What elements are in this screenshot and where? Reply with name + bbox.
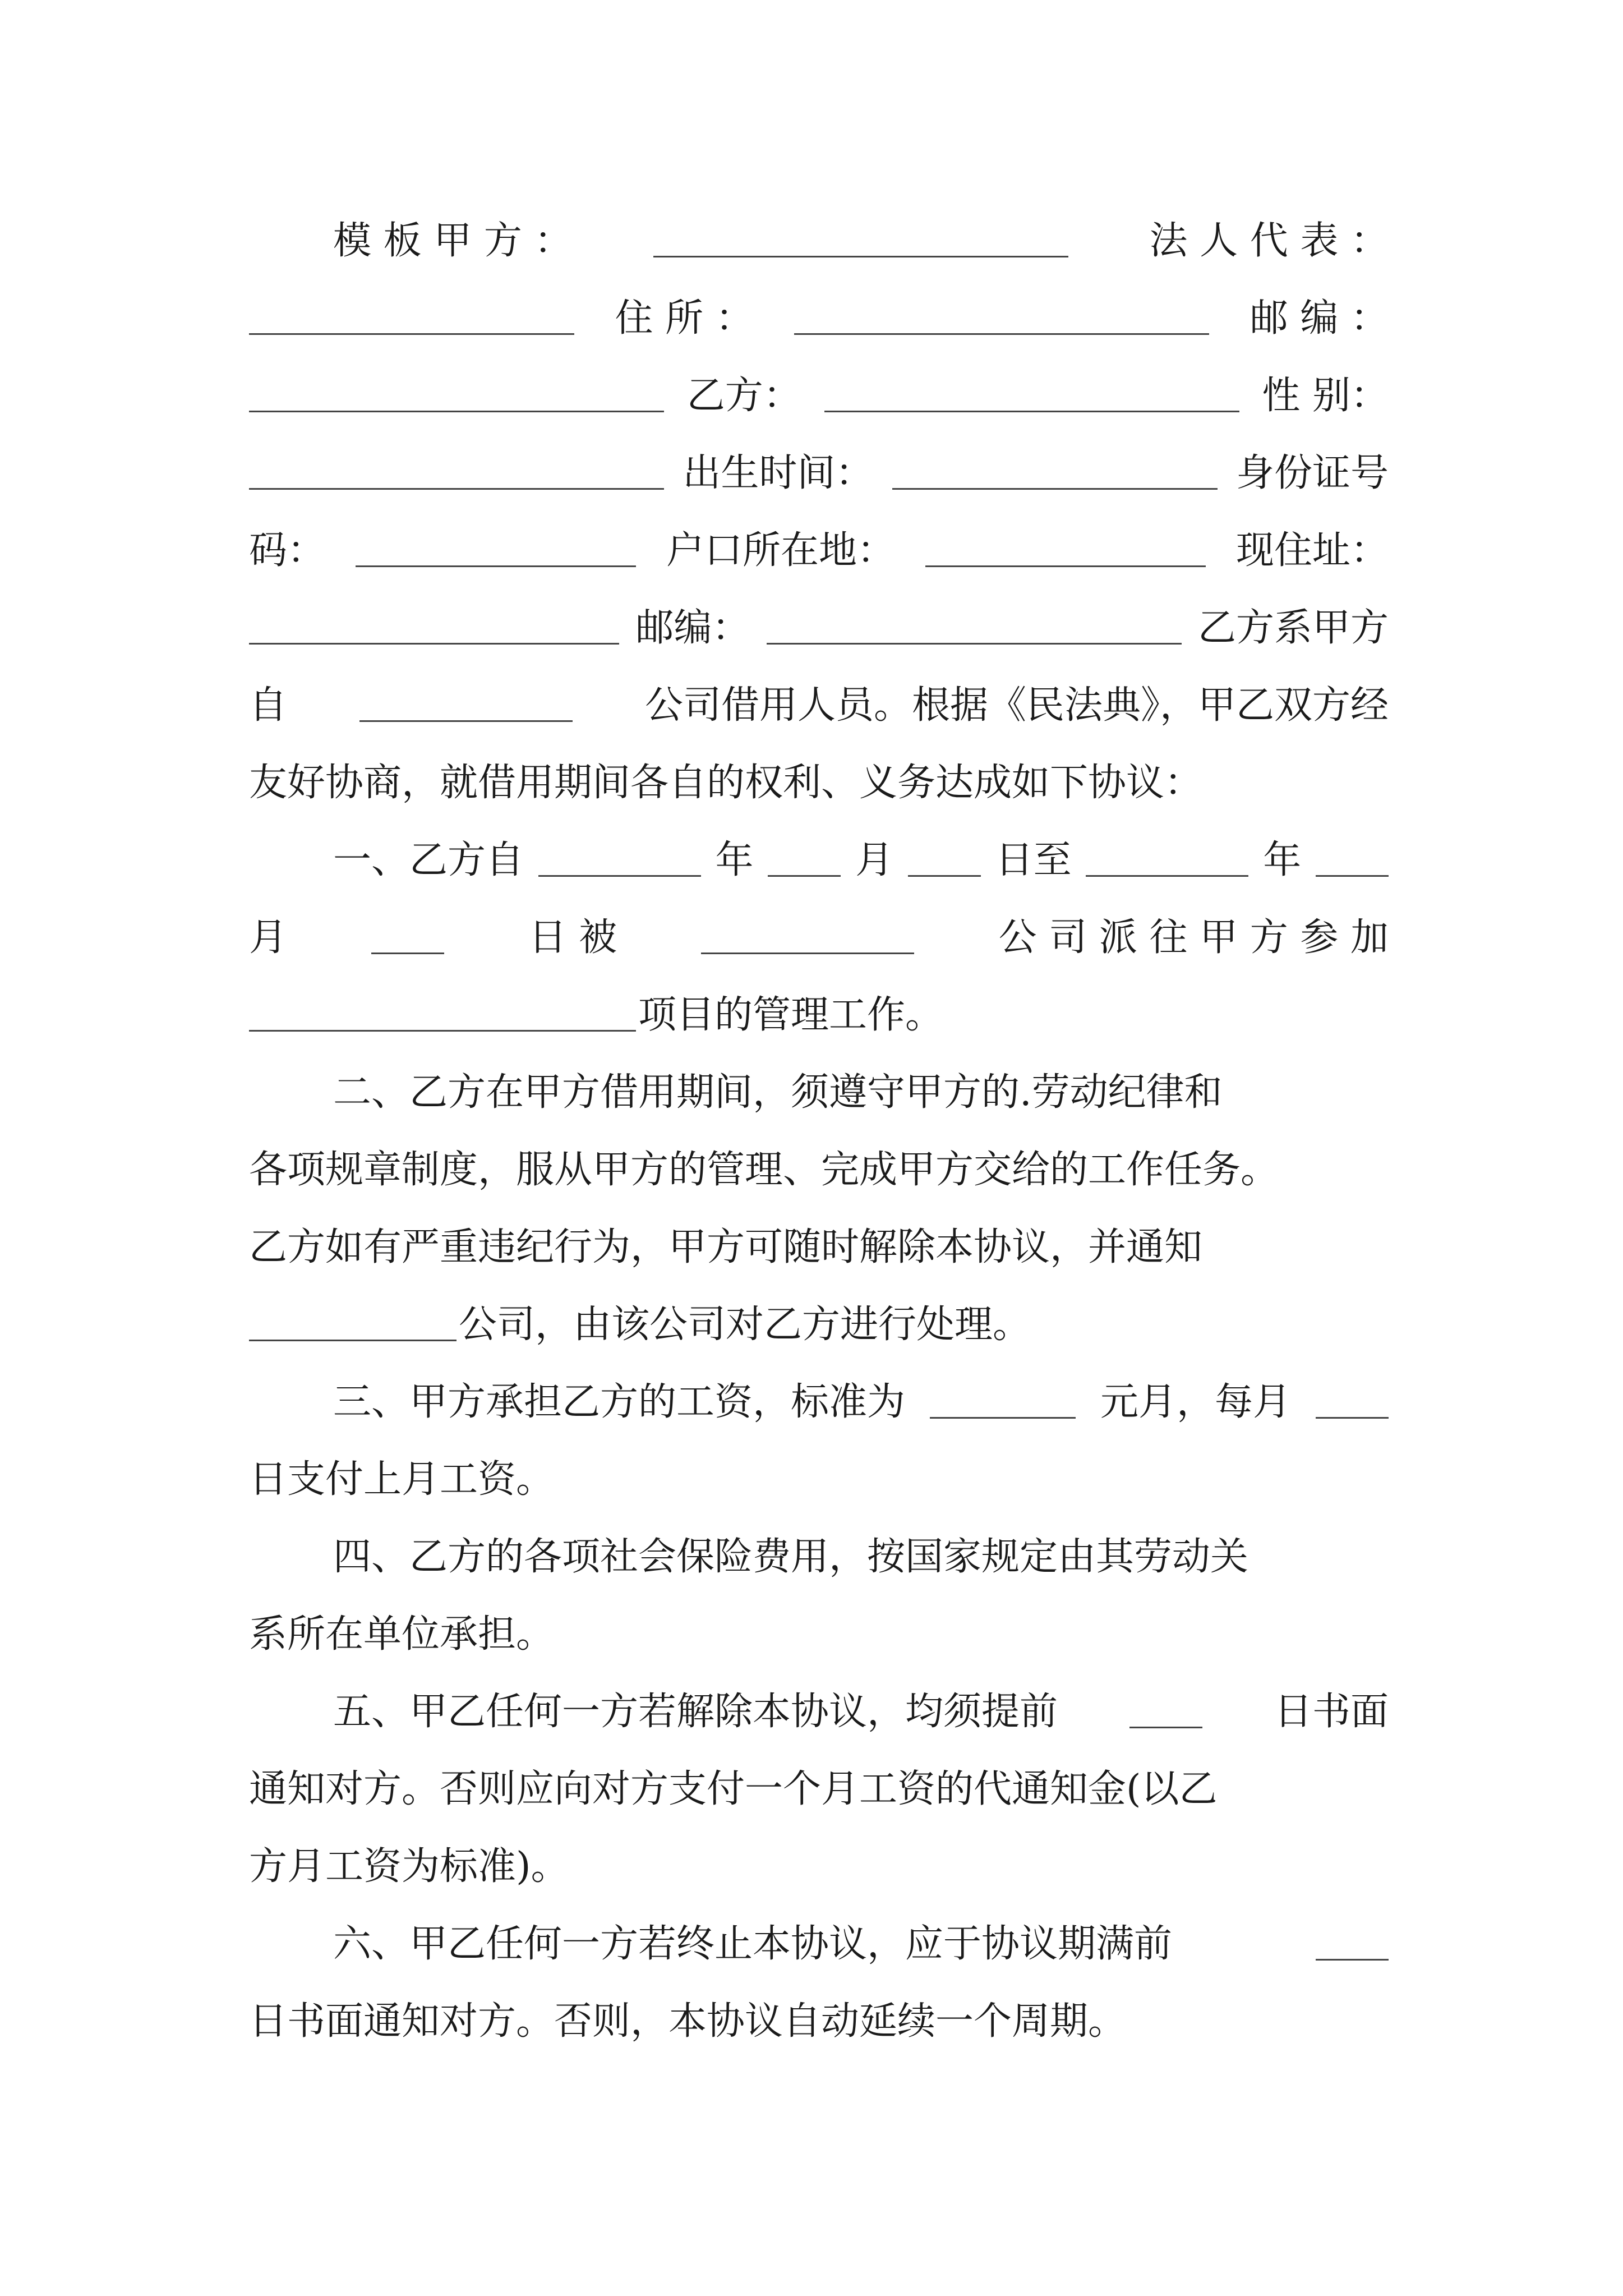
clause-2-line-1 [249,1062,1389,1124]
party-a-label: 模 板 甲 方 ： [333,219,573,263]
pay-day-blank [1316,1406,1389,1419]
clause-3-line-2 [249,1449,1389,1511]
end-year-blank [1086,864,1248,877]
clause-4-text-2: 系所在单位承担。 [249,1612,555,1657]
legal-rep-label: 法 人 代 表 ： [1149,219,1389,263]
clause-2-line-2 [249,1139,1389,1201]
header-line-2 [249,288,1389,349]
dispatch-company-blank [701,941,914,954]
clause-3-text-1: 三、甲方承担乙方的工资，标准为 [333,1380,906,1424]
clause-2-line-3 [249,1217,1389,1278]
start-day-blank [908,864,981,877]
clause-5-text-1: 五、甲乙任何一方若解除本协议，均须提前 [333,1690,1058,1734]
clause-5-text-4: 方月工资为标准)。 [249,1844,569,1889]
clause-4-text-1: 四、乙方的各项社会保险费用，按国家规定由其劳动关 [333,1535,1249,1579]
party-b-relation: 乙方系甲方 [1197,606,1389,650]
end-day-blank [371,941,444,954]
gender-label: 性 别： [1262,374,1389,418]
company-blank [359,709,573,722]
clause-5-line-3 [249,1836,1389,1898]
current-address-label: 现住址： [1235,528,1389,573]
header-line-4 [249,443,1389,504]
household-blank [925,554,1206,567]
household-label: 户口所在地： [666,528,895,573]
birth-label: 出生时间： [683,451,874,495]
clause-1-start: 一、乙方自 [333,838,524,882]
clause-2-line-4 [249,1294,1389,1356]
current-address-blank [249,632,619,645]
party-b-label: 乙方： [686,374,801,418]
clause-1-line-1 [249,830,1389,891]
termination-days-blank [1316,1948,1389,1961]
year-label: 年 [715,838,754,882]
project-text: 项目的管理工作。 [638,993,944,1037]
assigned-label: 日 被 [528,915,617,960]
clause-5-line-1 [249,1681,1389,1743]
clause-1-line-3 [249,984,1389,1046]
postcode-b-blank [767,632,1182,645]
header-line-3 [249,365,1389,427]
clause-2-text-4: 公司，由该公司对乙方进行处理。 [459,1303,1031,1347]
legal-rep-blank [249,322,574,335]
address-label: 住 所 ： [615,296,754,341]
id-number-blank [356,554,636,567]
day-to-label: 日至 [995,838,1072,882]
header-line-6 [249,597,1389,659]
clause-6-text-1: 六、甲乙任何一方若终止本协议，应于协议期满前 [333,1922,1173,1966]
party-b-blank [824,399,1239,412]
postcode-blank [249,399,664,412]
clause-5-line-2 [249,1759,1389,1820]
clause-2-text-2: 各项规章制度，服从甲方的管理、完成甲方交给的工作任务。 [249,1148,1279,1192]
header-line-1 [249,210,1389,272]
clause-1-line-2 [249,907,1389,969]
clause-3-text-2: 元月，每月 [1100,1380,1291,1424]
clause-4-line-1 [249,1526,1389,1588]
notify-company-blank [249,1328,457,1341]
id-number-label: 身份证号 [1235,451,1389,495]
clause-3-line-1 [249,1372,1389,1433]
start-year-blank [538,864,701,877]
dispatch-text: 公 司 派 往 甲 方 参 加 [998,915,1389,960]
header-line-5 [249,520,1389,582]
clause-6-text-2: 日书面通知对方。否则，本协议自动延续一个周期。 [249,1999,1127,2044]
month-label: 月 [855,838,894,882]
address-blank [794,322,1209,335]
id-number-label-end: 码： [249,528,326,573]
party-a-blank [653,245,1068,257]
borrowed-text: 公司借用人员。根据《民法典》，甲乙双方经 [644,683,1389,728]
consultation-text: 友好协商，就借用期间各自的权利、义务达成如下协议： [249,761,1203,805]
clause-6-line-1 [249,1913,1389,1975]
body-line-7 [249,675,1389,737]
end-year-label: 年 [1263,838,1302,882]
clause-2-text-3: 乙方如有严重违纪行为，甲方可随时解除本协议，并通知 [249,1225,1203,1269]
birth-blank [892,477,1218,490]
clause-4-line-2 [249,1604,1389,1665]
start-month-blank [768,864,841,877]
end-month-blank [1316,864,1389,877]
body-line-8 [249,752,1389,814]
clause-5-text-2: 日书面 [1274,1690,1389,1734]
project-blank [249,1019,636,1032]
postcode-b-label: 邮编： [635,606,750,650]
gender-blank [249,477,664,490]
from-label: 自 [249,683,288,728]
postcode-label: 邮 编 ： [1249,296,1389,341]
clause-5-text-3: 通知对方。否则应向对方支付一个月工资的代通知金(以乙 [249,1767,1218,1811]
notice-days-blank [1129,1715,1202,1728]
clause-2-text-1: 二、乙方在甲方借用期间，须遵守甲方的.劳动纪律和 [333,1070,1223,1115]
clause-3-text-3: 日支付上月工资。 [249,1457,555,1502]
clause-6-line-2 [249,1991,1389,2053]
end-month-label: 月 [249,915,288,960]
salary-blank [930,1406,1076,1419]
